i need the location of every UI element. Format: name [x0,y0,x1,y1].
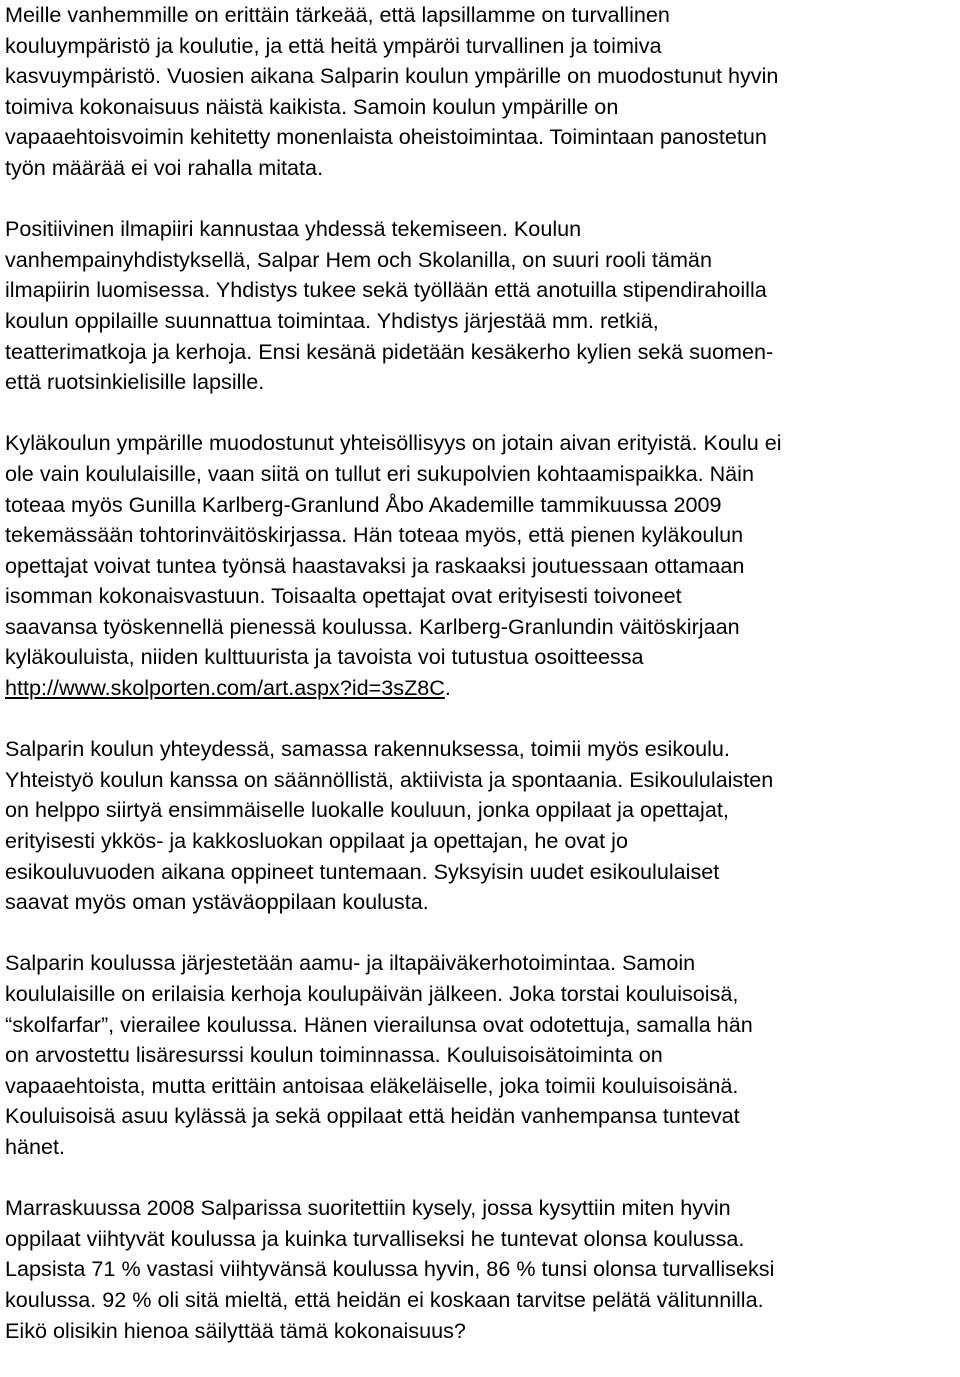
text-line: hänet. [5,1133,66,1159]
paragraph-preschool [5,734,957,918]
text-line: esikouluvuoden aikana oppineet tuntemaan. Syksyisin uudet esikoululaiset [5,858,720,884]
text-line: saavat myös oman ystäväoppilaan koulusta. [5,889,429,915]
text-line: Yhteistyö koulun kanssa on säännöllistä, aktiivista ja spontaania. Esikoululaisten [5,766,774,792]
text-line: että ruotsinkielisille lapsille. [5,369,265,395]
text-line: oppilaat viihtyvät koulussa ja kuinka turvalliseksi he tuntevat olonsa koulussa. [5,1225,745,1251]
text-line: toteaa myös Gunilla Karlberg-Granlund Åbo Akademille tammikuussa 2009 [5,491,722,517]
text-line: Positiivinen ilmapiiri kannustaa yhdessä tekemiseen. Koulun [5,216,582,242]
link-line [5,673,957,704]
text-line: Kyläkoulun ympärille muodostunut yhteisöllisyys on jotain aivan erityistä. Koulu ei [5,430,782,456]
text-line: saavansa työskennellä pienessä koulussa. Karlberg-Granlundin väitöskirjaan [5,613,740,639]
text-line: ilmapiirin luomisessa. Yhdistys tukee sekä työllään että anotuilla stipendirahoilla [5,277,767,303]
text-line: koulun oppilaille suunnattua toimintaa. Yhdistys järjestää mm. retkiä, [5,307,659,333]
text-line: vapaaehtoisvoimin kehitetty monenlaista oheistoimintaa. Toimintaan panostetun [5,124,767,150]
text-line: vanhempainyhdistyksellä, Salpar Hem och Skolanilla, on suuri rooli tämän [5,246,712,272]
text-line: Meille vanhemmille on erittäin tärkeää, että lapsillamme on turvallinen [5,2,670,27]
text-line: kouluympäristö ja koulutie, ja että heitä ympäröi turvallinen ja toimiva [5,32,662,58]
text-line: toimiva kokonaisuus näistä kaikista. Samoin koulun ympärille on [5,93,619,119]
text-line: erityisesti ykkös- ja kakkosluokan oppilaat ja opettajan, he ovat jo [5,828,628,854]
paragraph-clubs [5,948,957,1162]
paragraph-safety [5,0,957,184]
text-line: Eikö olisikin hienoa säilyttää tämä kokonaisuus? [5,1317,466,1343]
text-line: opettajat voivat tuntea työnsä haastavaksi ja raskaaksi joutuessaan ottamaan [5,552,745,578]
text-line: tekemässään tohtorinväitöskirjassa. Hän toteaa myös, että pienen kyläkoulun [5,522,744,548]
text-line: on helppo siirtyä ensimmäiselle luokalle kouluun, jonka oppilaat ja opettajat, [5,797,729,823]
text-line: koululaisille on erilaisia kerhoja koulupäivän jälkeen. Joka torstai kouluisoisä, [5,981,739,1006]
text-line: teatterimatkoja ja kerhoja. Ensi kesänä pidetään kesäkerho kylien sekä suomen- [5,338,774,364]
text-line: on arvostettu lisäresurssi koulun toiminnassa. Kouluisoisätoiminta on [5,1042,663,1068]
text-line: kyläkouluista, niiden kulttuurista ja tavoista voi tutustua osoitteessa [5,644,644,670]
text-line: Marraskuussa 2008 Salparissa suoritettiin kysely, jossa kysyttiin miten hyvin [5,1195,731,1221]
document-page [5,0,957,1377]
paragraph-survey [5,1193,957,1346]
text-line: koulussa. 92 % oli sitä mieltä, että heidän ei koskaan tarvitse pelätä välitunnilla. [5,1286,764,1312]
link-suffix: . [444,675,451,701]
dissertation-link[interactable]: http://www.skolporten.com/art.aspx?id=3sZ8C [5,675,445,701]
paragraph-atmosphere [5,214,957,398]
text-line: ole vain koululaisille, vaan siitä on tullut eri sukupolvien kohtaamispaikka. Näin [5,460,754,486]
text-line: Lapsista 71 % vastasi viihtyvänsä koulussa hyvin, 86 % tunsi olonsa turvalliseksi [5,1256,775,1282]
text-line: vapaaehtoista, mutta erittäin antoisaa eläkeläiselle, joka toimii kouluisoisänä. [5,1072,739,1098]
text-line: Kouluisoisä asuu kylässä ja sekä oppilaat että heidän vanhempansa tuntevat [5,1103,740,1129]
text-line: “skolfarfar”, vierailee koulussa. Hänen vierailunsa ovat odotettuja, samalla hän [5,1011,753,1037]
text-line: työn määrää ei voi rahalla mitata. [5,154,324,180]
text-line: Salparin koulun yhteydessä, samassa rakennuksessa, toimii myös esikoulu. [5,736,730,762]
text-line: isomman kokonaisvastuun. Toisaalta opettajat ovat erityisesti toivoneet [5,583,682,609]
paragraph-community [5,428,957,703]
text-line: kasvuympäristö. Vuosien aikana Salparin koulun ympärille on muodostunut hyvin [5,63,779,89]
text-line: Salparin koulussa järjestetään aamu- ja iltapäiväkerhotoimintaa. Samoin [5,950,696,976]
